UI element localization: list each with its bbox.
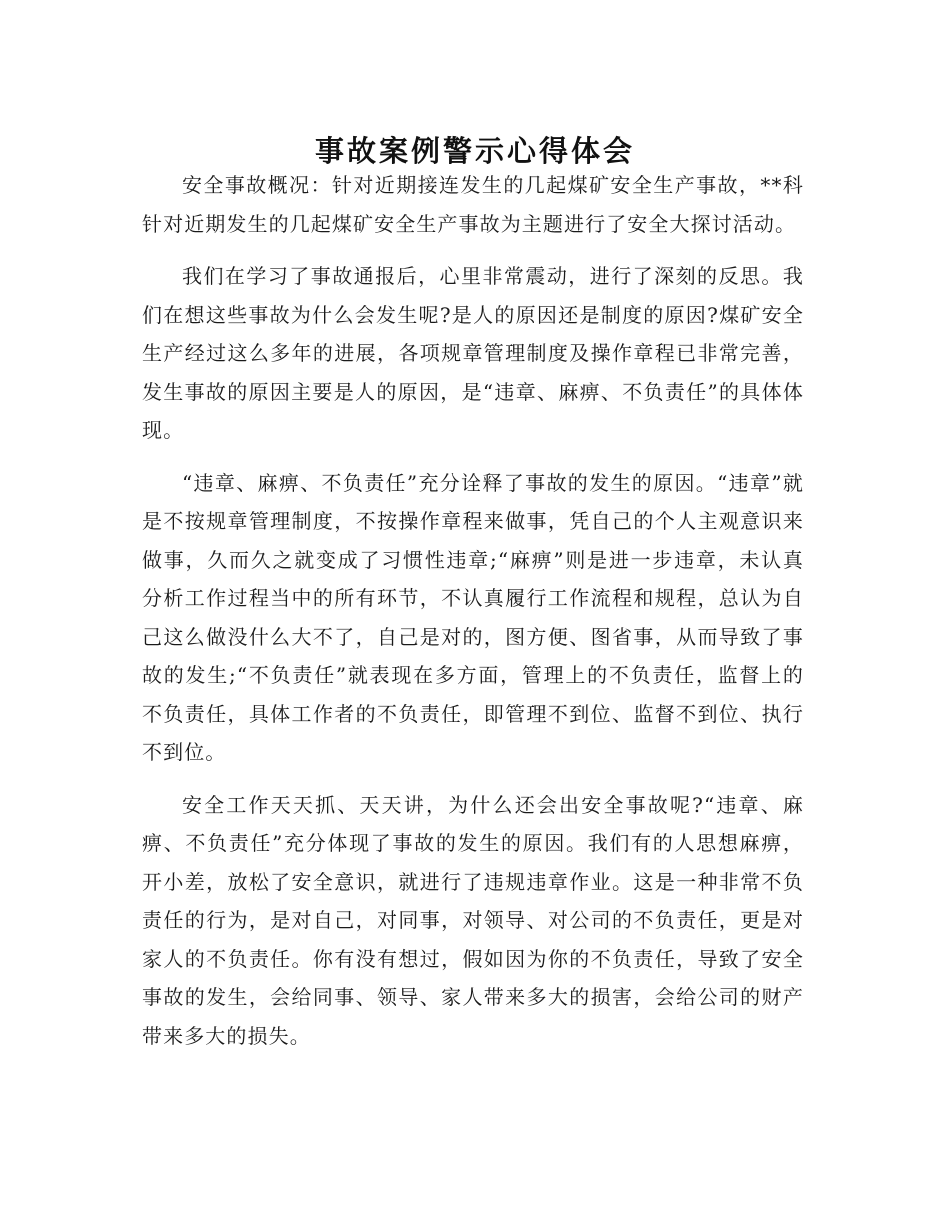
paragraph-reflection: 我们在学习了事故通报后，心里非常震动，进行了深刻的反思。我们在想这些事故为什么会发生呢?是人的原因还是制度的原因?煤矿安全生产经过这么多年的进展，各项规章管理制度及操作章程已非常完善，发生事故的原因主要是人的原因，是“违章、麻痹、不负责任”的具体体现。 bbox=[142, 264, 804, 442]
paragraph-responsibility: 安全工作天天抓、天天讲，为什么还会出安全事故呢?“违章、麻痹、不负责任”充分体现了事故的发生的原因。我们有的人思想麻痹，开小差，放松了安全意识，就进行了违规违章作业。这是一种非常不负责任的行为，是对自己，对同事，对领导、对公司的不负责任，更是对家人的不负责任。你有没有想过，假如因为你的不负责任，导致了安全事故的发生，会给同事、领导、家人带来多大的损害，会给公司的财产带来多大的损失。 bbox=[142, 792, 804, 1048]
document-title: 事故案例警示心得体会 bbox=[314, 134, 635, 169]
paragraph-accident-overview: 安全事故概况：针对近期接连发生的几起煤矿安全生产事故，**科针对近期发生的几起煤矿安全生产事故为主题进行了安全大探讨活动。 bbox=[142, 173, 804, 236]
document-body bbox=[142, 166, 804, 1055]
paragraph-causes-analysis: “违章、麻痹、不负责任”充分诠释了事故的发生的原因。“违章”就是不按规章管理制度，不按操作章程来做事，凭自己的个人主观意识来做事，久而久之就变成了习惯性违章;“麻痹”则是进一步违章，未认真分析工作过程当中的所有环节，不认真履行工作流程和规程，总认为自己这么做没什么大不了，自己是对的，图方便、图省事，从而导致了事故的发生;“不负责任”就表现在多方面，管理上的不负责任，监督上的不负责任，具体工作者的不负责任，即管理不到位、监督不到位、执行不到位。 bbox=[142, 470, 804, 764]
